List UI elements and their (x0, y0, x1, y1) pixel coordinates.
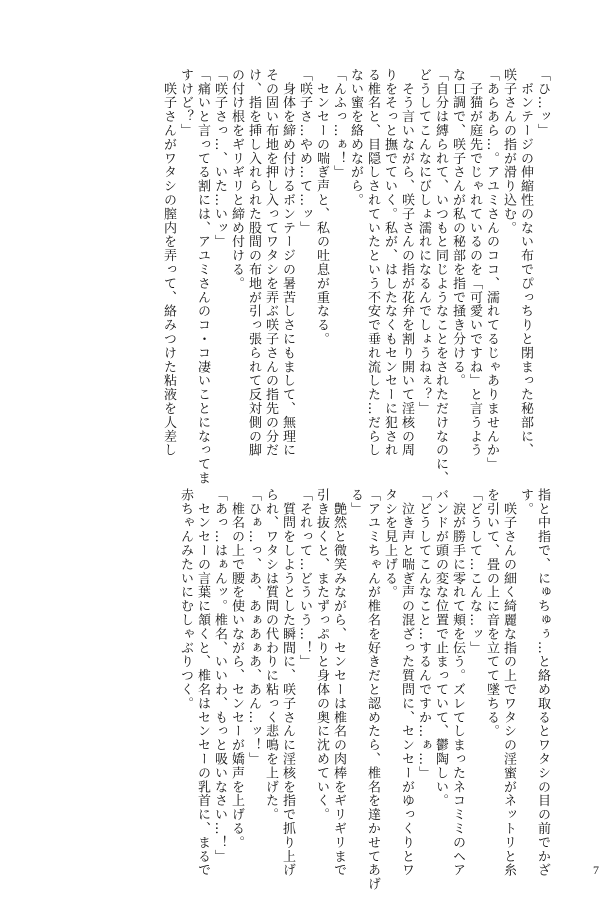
page-number: 7 (593, 863, 599, 877)
text-column: 「どうして…こんな…ッ」 (467, 488, 482, 655)
bottom-text-block (51, 488, 551, 892)
text-column: ない蜜を絡めながら。 (348, 68, 363, 207)
text-column: センセーの言葉に頷くと、椎名はセンセーの乳首に、まるで (195, 488, 210, 878)
text-column: 「ひ…ッ」 (535, 68, 550, 138)
text-column: ボンテージの伸縮性のない布でぴっちりと閉まった秘部に、 (518, 68, 533, 458)
text-column: な口調で、咲子さんが私の秘部を指で掻き分ける。 (450, 68, 465, 388)
text-column: すけど？」 (178, 68, 193, 138)
text-column: 「ひぁ…っ、あ、あぁあぁあ、あん…ッ！」 (246, 488, 261, 766)
text-column: す。 (518, 488, 533, 516)
text-column: りをそっと撫でていく。私が、はしたなくもセンセーに犯され (382, 68, 397, 458)
text-column: 咲子さんの細く綺麗な指の上でワタシの淫蜜がネットリと糸 (501, 488, 516, 878)
text-column: 「アユミちゃんが椎名を好きだと認めたら、椎名を達かせてあげ (365, 488, 380, 892)
text-column: どうしてこんなにびしょ濡れになるんでしょうねぇ？」 (416, 68, 431, 416)
text-column: 引き抜くと、またずっぷりと身体の奥に沈めていく。 (314, 488, 329, 822)
text-column: その固い布地を押し入ってワタシを弄ぶ咲子さんの指先の分だ (263, 68, 278, 458)
text-column: 「咲子さ…やめ…て…ッ」 (297, 68, 312, 235)
text-column: タシを見上げる。 (382, 488, 397, 600)
text-column: 「咲子さっ…、いた…いッ」 (212, 68, 227, 249)
text-column: 「痛いと言ってる割には、アユミさんのコ・コ凄いことになってま (195, 68, 210, 485)
text-column: 指と中指で、にゅちゅぅ…と絡め取るとワタシの目の前でかざ (535, 488, 550, 878)
text-column: 「んふっ…ぁ！」 (331, 68, 346, 180)
text-column: そう言いながら、咲子さんの指が花弁を割り開いて淫核の周 (399, 68, 414, 458)
text-column: 椎名の上で腰を使いながら、センセーが嬌声を上げる。 (229, 488, 244, 850)
text-column: 「どうしてこんなこと…するんですか…ぁ…」 (416, 488, 431, 780)
text-column: 「それって…どういう…！」 (297, 488, 312, 669)
text-column: 赤ちゃんみたいにむしゃぶりつく。 (178, 488, 193, 711)
text-column: け、指を挿し入れられた股間の布地が引っ張られて反対側の脚 (246, 68, 261, 458)
text-column: 子猫が庭先でじゃれているのを「可愛いですね」と言うよう (467, 68, 482, 458)
text-column: 泣き声と喘ぎ声の混ざった質問に、センセーがゆっくりとワ (399, 488, 414, 878)
text-column: 質問をしようとした瞬間に、咲子さんに淫核を指で抓り上げ (280, 488, 295, 878)
text-column: 涙が勝手に零れて頬を伝う。ズレてしまったネコミミのヘア (450, 488, 465, 878)
text-column: 咲子さんの指が滑り込む。 (501, 68, 516, 235)
text-column: を引いて、畳の上に音を立てて墜ちる。 (484, 488, 499, 739)
text-column: 艶然と微笑みながら、センセーは椎名の肉棒をギリギリまで (331, 488, 346, 878)
text-column: 身体を締め付けるボンテージの暑苦しさにもまして、無理に (280, 68, 295, 458)
text-column: の付け根をギリギリと締め付ける。 (229, 68, 244, 291)
text-column: る」 (348, 488, 363, 516)
text-column: る椎名と、目隠しされていたという不安で垂れ流した…だらし (365, 68, 380, 458)
text-column: バンドが頭の変な位置で止まっていて、鬱陶しい。 (433, 488, 448, 808)
text-column: 咲子さんがワタシの膣内を弄って、絡みつけた粘液を人差し (161, 68, 176, 458)
text-column: 「あっ…はぁんッ。椎名、いいわ、もっと吸いなさい…！」 (212, 488, 227, 864)
text-column: 「あらあら…。アユミさんのココ、濡れてるじゃありませんか」 (484, 68, 499, 472)
text-column: られ、ワタシは質問の代わりに粘っく悲鳴を上げた。 (263, 488, 278, 822)
top-text-block (51, 68, 551, 485)
text-column: 「自分は縛られて、いつもと同じようなことをされただけなのに、 (433, 68, 448, 485)
text-column: センセーの喘ぎ声と、私の吐息が重なる。 (314, 68, 329, 346)
